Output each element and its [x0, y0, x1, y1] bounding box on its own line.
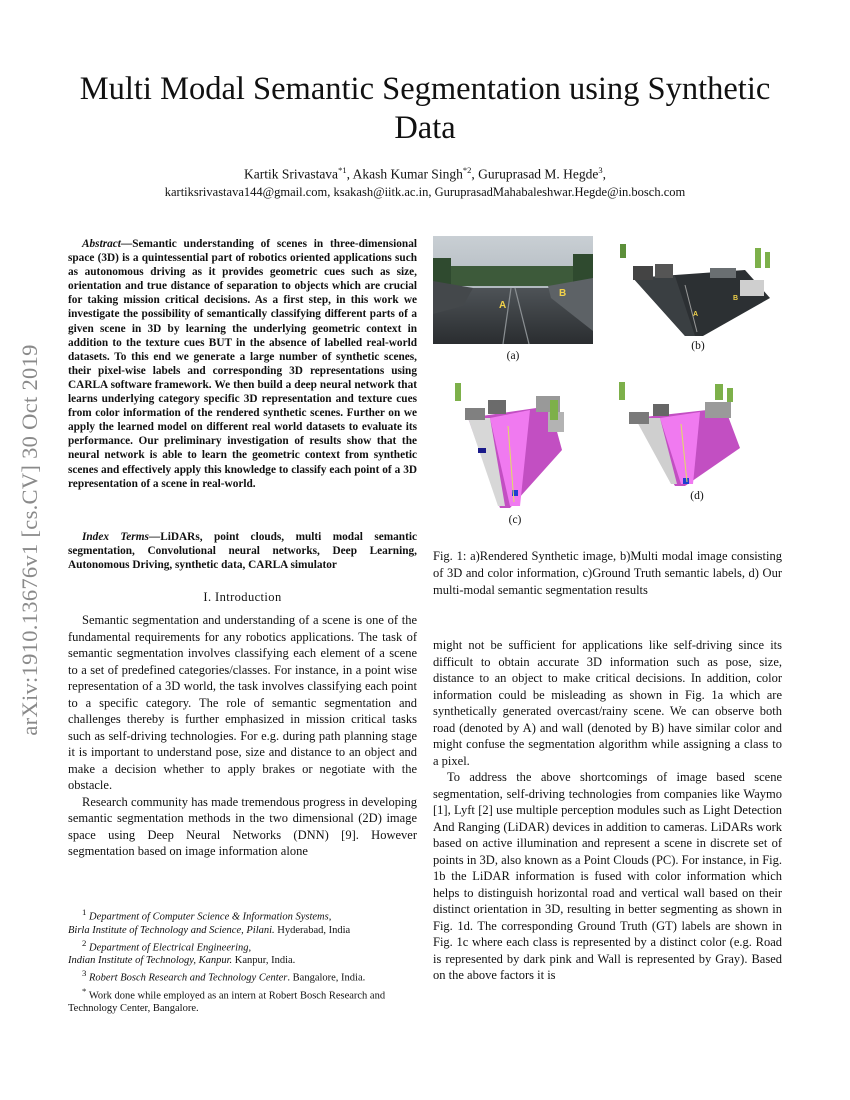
footnote-mark: 1 [82, 907, 87, 917]
author-1-affil: *1 [338, 165, 347, 175]
marker-b: B [733, 295, 739, 302]
figure-panel-a-image [433, 236, 593, 344]
abstract-label: Abstract [82, 238, 121, 250]
marker-b: B [559, 288, 567, 299]
footnote-dept: Department of Computer Science & Information Systems, [89, 911, 332, 923]
marker-a: A [693, 311, 699, 318]
author-list [60, 165, 790, 183]
author-2-affil: *2 [462, 165, 472, 175]
figure-panel-b-image [615, 240, 780, 340]
figure-panel-d-image [615, 378, 755, 490]
footnote-mark: * [82, 985, 87, 996]
arxiv-stamp [14, 300, 46, 780]
footnote-inst: Birla Institute of Technology and Science, Pilani. [68, 924, 275, 936]
figure-label-d: (d) [690, 490, 704, 502]
footnote-place: Hyderabad, India [274, 924, 351, 936]
author-2: Akash Kumar Singh [352, 166, 463, 182]
figure-caption: Fig. 1: a)Rendered Synthetic image, b)Multi modal image consisting of 3D and color information, c)Ground Truth semantic labels, d) Our multi-modal semantic segmentation results [433, 549, 782, 597]
paragraph: Semantic segmentation and understanding of a scene is one of the fundamental requirements for any robotics applications. The task of semantic segmentation involves classifying each element of a scene to a set of predefined categories/classes. For instance, in a point wise representation of a 3D world, the task involves classifying each point to a specific category. The role of semantic segmentation and challenges thereby is further emphasized in mission critical tasks such as self-driving technologies. For e.g. during path planning stage it is important to understand pose, size and distance to an object and make a decision whether to apply brakes or negotiate with the obstacle. [68, 613, 417, 792]
footnote-text: Work done while employed as an intern at Robert Bosch Research and Technology Center, Bangalore. [68, 990, 386, 1014]
paper-title: Multi Modal Semantic Segmentation using Synthetic Data [79, 71, 771, 146]
index-terms [68, 530, 417, 572]
footnote-place: Kanpur, India. [232, 955, 296, 966]
abstract-text: —Semantic understanding of scenes in three-dimensional space (3D) is a quintessential part of robotics oriented applications such as autonomous driving as it provides geometric cues such as size, orientation and true distance of separation to objects which are crucial for taking mission critical decisions. As a first step, in this work we investigate the possibility of semantically classifying different parts of a given scene in 3D by learning the underlying geometric context in addition to the texture cues BUT in the absence of labelled real-world datasets. To this end we generate a large number of synthetic scenes, their pixel-wise labels and corresponding 3D representations using CARLA software framework. We then build a deep neural network that learns underlying category specific 3D representation and texture cues from color information of the rendered synthetic scenes. Further on we apply the learned model on different real world datasets to evaluate its performance. Our preliminary investigation of results show that the neural network is able to learn the geometric context from synthetic scenes and effectively apply this knowledge to classify each point of a 3D representation of a scene in real-world. [68, 238, 417, 490]
index-terms-label: Index Terms [82, 531, 149, 543]
footnote-place: . Bangalore, India. [287, 972, 366, 984]
index-terms-text: —LiDARs, point clouds, multi modal semantic segmentation, Convolutional neural networks, Deep Learning, Autonomous Driving, synthetic data, CARLA simulator [68, 531, 417, 572]
intro-left-column [68, 612, 417, 860]
paragraph: To address the above shortcomings of image based scene segmentation, self-driving technologies from companies like Waymo [1], Lyft [2] use multiple perception modules such as Light Detection And Ranging (LiDAR) devices in addition to cameras. LiDARs work based on active illumination and represent a scene in discrete set of points in 3D, also known as a Point Clouds (PC). For instance, in Fig. 1b the LiDAR information is fused with color information which helps to distinguish horizontal road and vertical wall based on their distinct orientation in 3D, resulting in better segmenting as shown in Fig. 1d. The corresponding Ground Truth (GT) labels are shown in Fig. 1c where each class is represented by a distinct color (e.g. Road is represented by dark pink and Wall is represented by Gray). Based on the above factors it is [433, 770, 782, 982]
author-sep: , [346, 166, 353, 182]
section-heading: I. Introduction [203, 590, 282, 604]
author-1: Kartik Srivastava [243, 166, 339, 182]
paragraph: might not be sufficient for applications like self-driving since its difficult to obtain accurate 3D information such as pose, size, distance to an object to make critical decisions. In addition, color information could be misleading as shown in Fig. 1a which are synthetically generated overcast/rainy scene. We can observe both road (denoted by A) and wall (denoted by B) have similar color and might confuse the segmentation algorithm while assigning a class to a pixel. [433, 638, 782, 768]
footnotes [68, 906, 417, 1015]
paragraph: Research community has made tremendous progress in developing semantic segmentation methods in the two dimensional (2D) image space using Deep Neural Networks (DNN) [9]. However segmentation based on image information alone [68, 794, 417, 858]
footnote-mark: 3 [82, 968, 87, 978]
figure-panel-c-image [450, 378, 590, 513]
footnote-org: Robert Bosch Research and Technology Center [89, 972, 288, 984]
author-3-affil: 3 [598, 165, 603, 175]
abstract [68, 237, 417, 491]
figure-label-a: (a) [506, 350, 520, 362]
author-emails: kartiksrivastava144@gmail.com, ksakash@iitk.ac.in, GuruprasadMahabaleshwar.Hegde@in.bosch.com [164, 185, 686, 199]
figure-label-b: (b) [691, 340, 705, 352]
footnote-dept: Department of Electrical Engineering, [89, 942, 252, 953]
footnote-inst: Indian Institute of Technology, Kanpur. [68, 955, 233, 966]
author-3: Guruprasad M. Hegde [478, 166, 599, 182]
marker-a: A [499, 300, 507, 311]
figure-label-c: (c) [508, 514, 522, 526]
arxiv-stamp-text: arXiv:1910.13676v1 [cs.CV] 30 Oct 2019 [17, 344, 42, 736]
intro-right-column [433, 637, 782, 984]
footnote-mark: 2 [82, 937, 87, 948]
author-end: , [602, 166, 607, 182]
author-sep: , [471, 166, 479, 182]
